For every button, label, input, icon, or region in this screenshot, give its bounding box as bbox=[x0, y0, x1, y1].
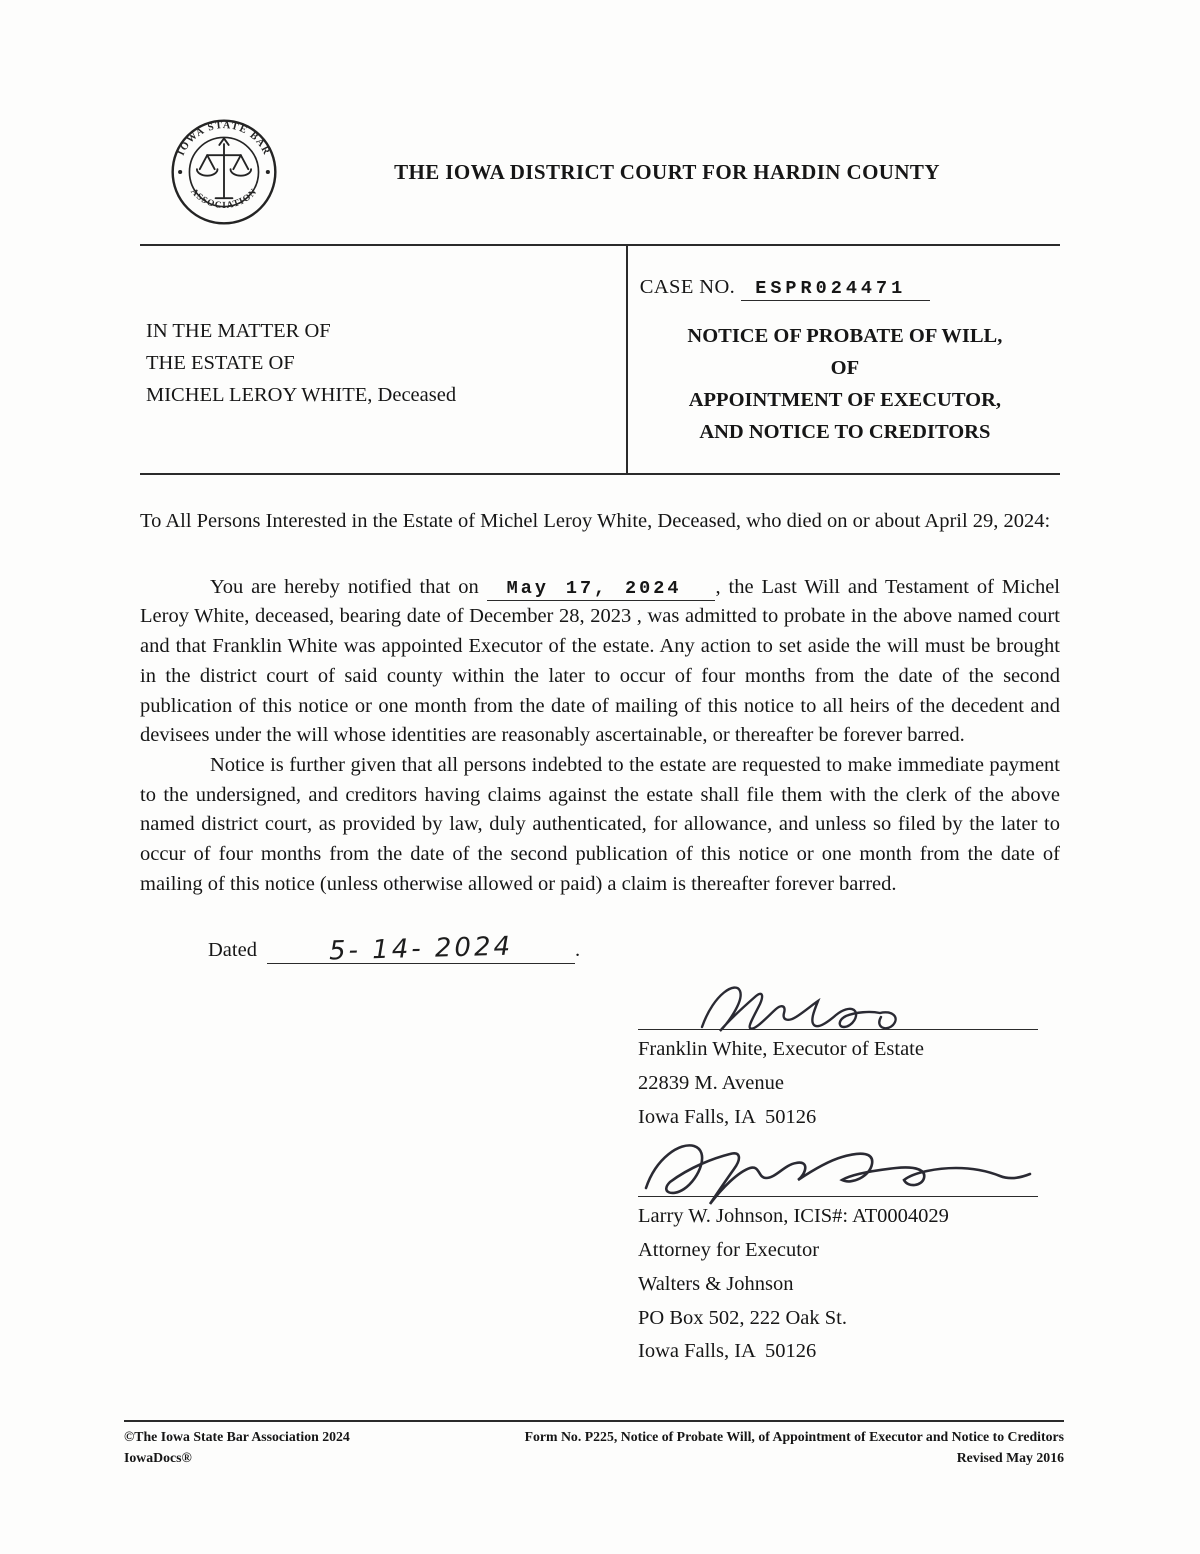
caption-line: IN THE MATTER OF bbox=[146, 320, 331, 342]
executor-address-line1: 22839 M. Avenue bbox=[638, 1072, 784, 1095]
footer-left-block bbox=[124, 1427, 350, 1468]
seal-arc-bottom-text: ASSOCIATION bbox=[188, 186, 260, 212]
notified-text: You are hereby notified that on bbox=[210, 575, 479, 598]
notified-text-continued: , the Last Will and Testament of Michel Leroy White, deceased, bearing date of December 28, 2023 , was admitted to probate in the above named court and that Franklin White was appointed Executor of the estate. Any action to set aside the will must be brought in the district court of said county within the later to occur of four months from the date of the second publication of this notice or one month from the date of mailing of this notice to all heirs of the decedent and devisees under the will whose identities are reasonably ascertainable, or thereafter be forever barred. bbox=[140, 575, 1060, 747]
footer-copyright: ©The Iowa State Bar Association 2024 bbox=[124, 1429, 350, 1444]
footer-revision: Revised May 2016 bbox=[956, 1449, 1064, 1465]
iowa-state-bar-seal bbox=[168, 116, 280, 228]
form-footer bbox=[124, 1420, 1064, 1468]
signature-block bbox=[638, 979, 1038, 1366]
dated-suffix: . bbox=[574, 938, 581, 961]
attorney-name: Larry W. Johnson, ICIS#: AT0004029 bbox=[638, 1204, 949, 1227]
document-header bbox=[140, 0, 1060, 228]
footer-iowadocs: IowaDocs® bbox=[124, 1449, 192, 1465]
case-number-value: ESPR024471 bbox=[741, 278, 930, 301]
seal-arc-top-text: IOWA STATE BAR bbox=[175, 119, 273, 158]
attorney-address-line2: Iowa Falls, IA 50126 bbox=[638, 1340, 817, 1363]
addressee-paragraph: To All Persons Interested in the Estate of Michel Leroy White, Deceased, who died on or about April 29, 2024: bbox=[140, 509, 1051, 532]
case-number-label: CASE NO. bbox=[639, 276, 736, 298]
caption-line: THE ESTATE OF bbox=[146, 351, 295, 374]
footer-form-number: Form No. P225, Notice of Probate Will, of Appointment of Executor and Notice to Creditors bbox=[524, 1429, 1064, 1444]
caption-line: MICHEL LEROY WHITE, Deceased bbox=[146, 383, 457, 406]
probate-date-filled: May 17, 2024 bbox=[487, 578, 716, 601]
attorney-signature bbox=[638, 1136, 1038, 1208]
scales-of-justice-icon bbox=[197, 138, 251, 198]
caption-matter-block bbox=[140, 246, 626, 473]
executor-name: Franklin White, Executor of Estate bbox=[638, 1038, 924, 1061]
attorney-signature-line bbox=[638, 1196, 1038, 1197]
caption-notice-block bbox=[626, 246, 1060, 473]
executor-signature-line bbox=[638, 1029, 1038, 1030]
page-title: THE IOWA DISTRICT COURT FOR HARDIN COUNTY bbox=[394, 159, 940, 184]
attorney-role: Attorney for Executor bbox=[638, 1238, 820, 1261]
case-number-row bbox=[640, 276, 1050, 299]
attorney-address-line1: PO Box 502, 222 Oak St. bbox=[638, 1306, 848, 1329]
notice-body bbox=[140, 507, 1060, 965]
creditors-notice-paragraph: Notice is further given that all persons indebted to the estate are requested to make immediate payment to the undersigned, and creditors having claims against the estate shall file them with the clerk of the above named district court, as provided by law, duly authenticated, for allowance, and unless so filed by the later to occur of four months from the date of the second publication of this notice or one month from the date of mailing of this notice (unless otherwise allowed or paid) a claim is thereafter forever barred. bbox=[140, 754, 1060, 895]
executor-address-line2: Iowa Falls, IA 50126 bbox=[638, 1106, 817, 1129]
case-caption bbox=[140, 244, 1060, 475]
dated-underline bbox=[267, 930, 575, 964]
footer-right-block bbox=[525, 1427, 1064, 1468]
attorney-firm: Walters & Johnson bbox=[638, 1272, 794, 1295]
executor-signature bbox=[684, 979, 914, 1041]
dated-label: Dated bbox=[208, 938, 257, 961]
probate-notice-paragraph bbox=[140, 573, 1060, 751]
dated-handwritten-value: 5- 14- 2024 bbox=[328, 931, 514, 966]
notice-title: NOTICE OF PROBATE OF WILL, OF APPOINTMENT OF EXECUTOR, AND NOTICE TO CREDITORS bbox=[687, 325, 1003, 443]
dated-row bbox=[208, 930, 1060, 966]
